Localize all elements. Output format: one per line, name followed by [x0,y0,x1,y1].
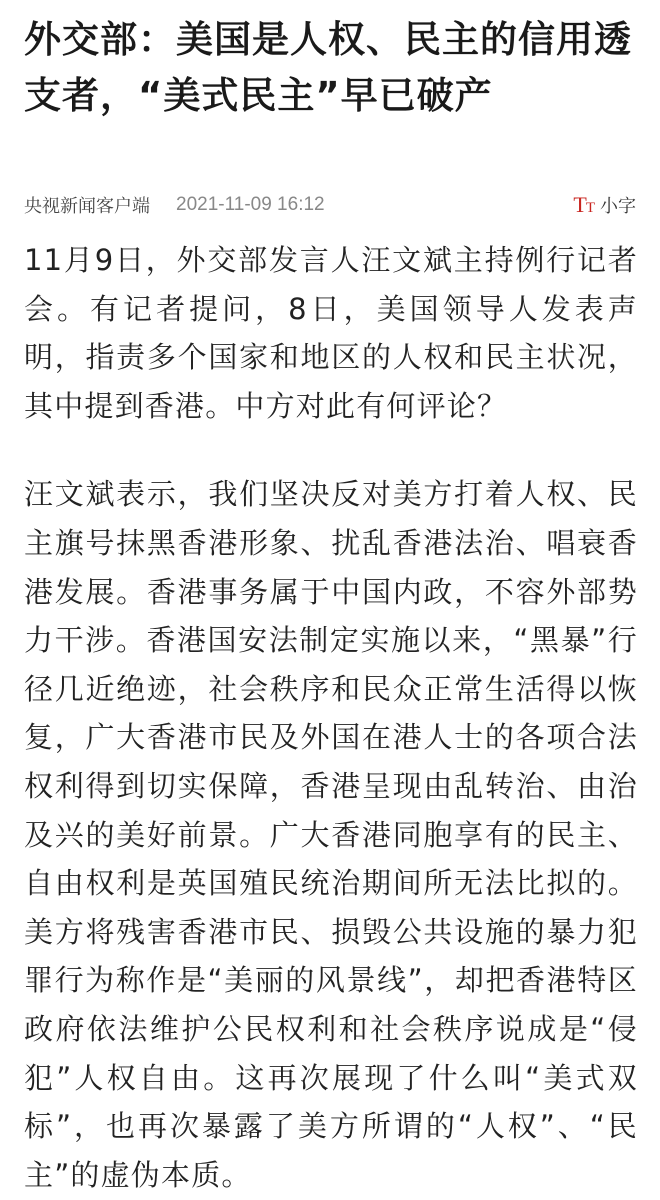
article-source: 央视新闻客户端 [24,196,150,217]
article-time: 2021-11-09 16:12 [176,194,325,215]
article-body [24,236,638,1200]
article-meta [24,188,636,222]
font-size-icon-big-glyph: T [573,192,586,217]
font-size-label: 小字 [600,196,636,217]
article-paragraph-2: 汪文斌表示，我们坚决反对美方打着人权、民主旗号抹黑香港形象、扰乱香港法治、唱衰香港发展。香港事务属于中国内政，不容外部势力干涉。香港国安法制定实施以来，“黑暴”行径几近绝迹，社会秩序和民众正常生活得以恢复，广大香港市民及外国在港人士的各项合法权利得到切实保障，香港呈现由乱转治、由治及兴的美好前景。广大香港同胞享有的民主、自由权利是英国殖民统治期间所无法比拟的。美方将残害香港市民、损毁公共设施的暴力犯罪行为称作是“美丽的风景线”，却把香港特区政府依法维护公民权利和社会秩序说成是“侵犯”人权自由。这再次展现了什么叫“美式双标”，也再次暴露了美方所谓的“人权”、“民主”的虚伪本质。 [24,477,638,1192]
font-size-icon-small-glyph: T [585,200,594,216]
font-size-toggle-button[interactable] [573,192,636,218]
article-paragraph-1: 11月9日，外交部发言人汪文斌主持例行记者会。有记者提问，8日，美国领导人发表声明，指责多个国家和地区的人权和民主状况，其中提到香港。中方对此有何评论？ [24,243,638,423]
font-size-icon [573,192,594,218]
article-title: 外交部：美国是人权、民主的信用透支者，“美式民主”早已破产 [24,18,632,117]
